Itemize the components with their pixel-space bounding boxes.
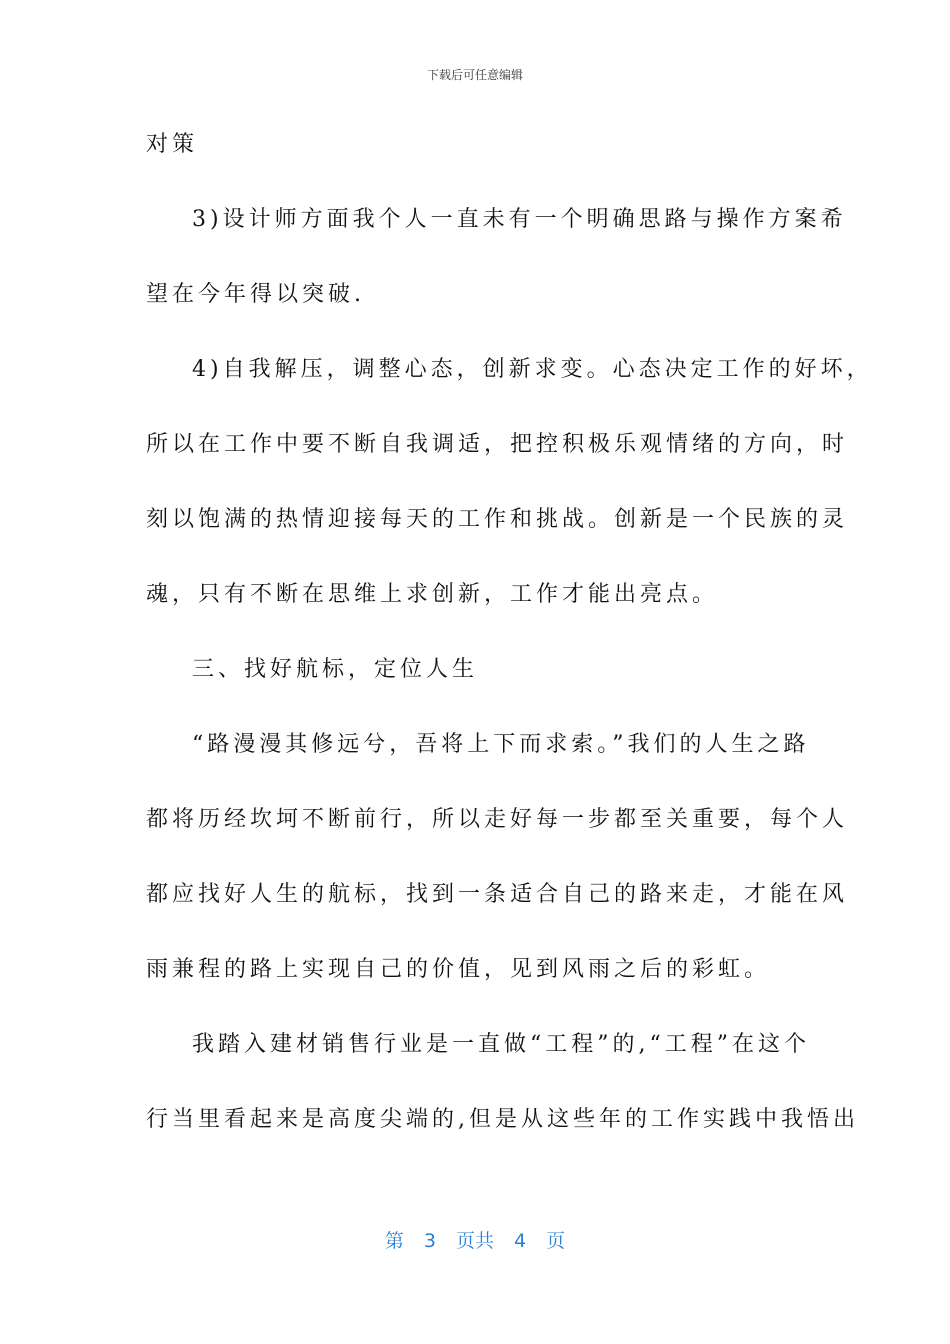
text-line: 所以在工作中要不断自我调适，把控积极乐观情绪的方向，时 xyxy=(146,432,849,457)
text-line: 3)设计师方面我个人一直未有一个明确思路与操作方案希 xyxy=(192,207,847,232)
text-line: “路漫漫其修远兮，吾将上下而求索。”我们的人生之路 xyxy=(192,732,810,757)
text-line: 都将历经坎坷不断前行，所以走好每一步都至关重要，每个人 xyxy=(146,807,849,832)
footer-prefix: 第 xyxy=(384,1230,404,1252)
text-line: 雨兼程的路上实现自己的价值，见到风雨之后的彩虹。 xyxy=(146,957,771,982)
footer-suffix: 页 xyxy=(546,1230,566,1252)
text-line: 魂，只有不断在思维上求创新，工作才能出亮点。 xyxy=(146,582,719,607)
text-line: 对策 xyxy=(146,132,199,157)
text-line: 刻以饱满的热情迎接每天的工作和挑战。创新是一个民族的灵 xyxy=(146,507,849,532)
total-pages-number: 4 xyxy=(514,1230,527,1252)
footer-middle: 页共 xyxy=(455,1230,494,1252)
page-header: 下载后可任意编辑 xyxy=(426,68,523,82)
page-footer xyxy=(0,1226,950,1253)
current-page-number: 3 xyxy=(423,1230,436,1252)
text-line: 我踏入建材销售行业是一直做“工程”的,“工程”在这个 xyxy=(192,1032,810,1057)
text-line: 望在今年得以突破. xyxy=(146,282,365,307)
text-line: 三、找好航标，定位人生 xyxy=(192,657,479,682)
text-line: 行当里看起来是高度尖端的,但是从这些年的工作实践中我悟出 xyxy=(146,1107,859,1132)
text-line: 4)自我解压，调整心态，创新求变。心态决定工作的好坏， xyxy=(192,357,873,382)
text-line: 都应找好人生的航标，找到一条适合自己的路来走，才能在风 xyxy=(146,882,849,907)
